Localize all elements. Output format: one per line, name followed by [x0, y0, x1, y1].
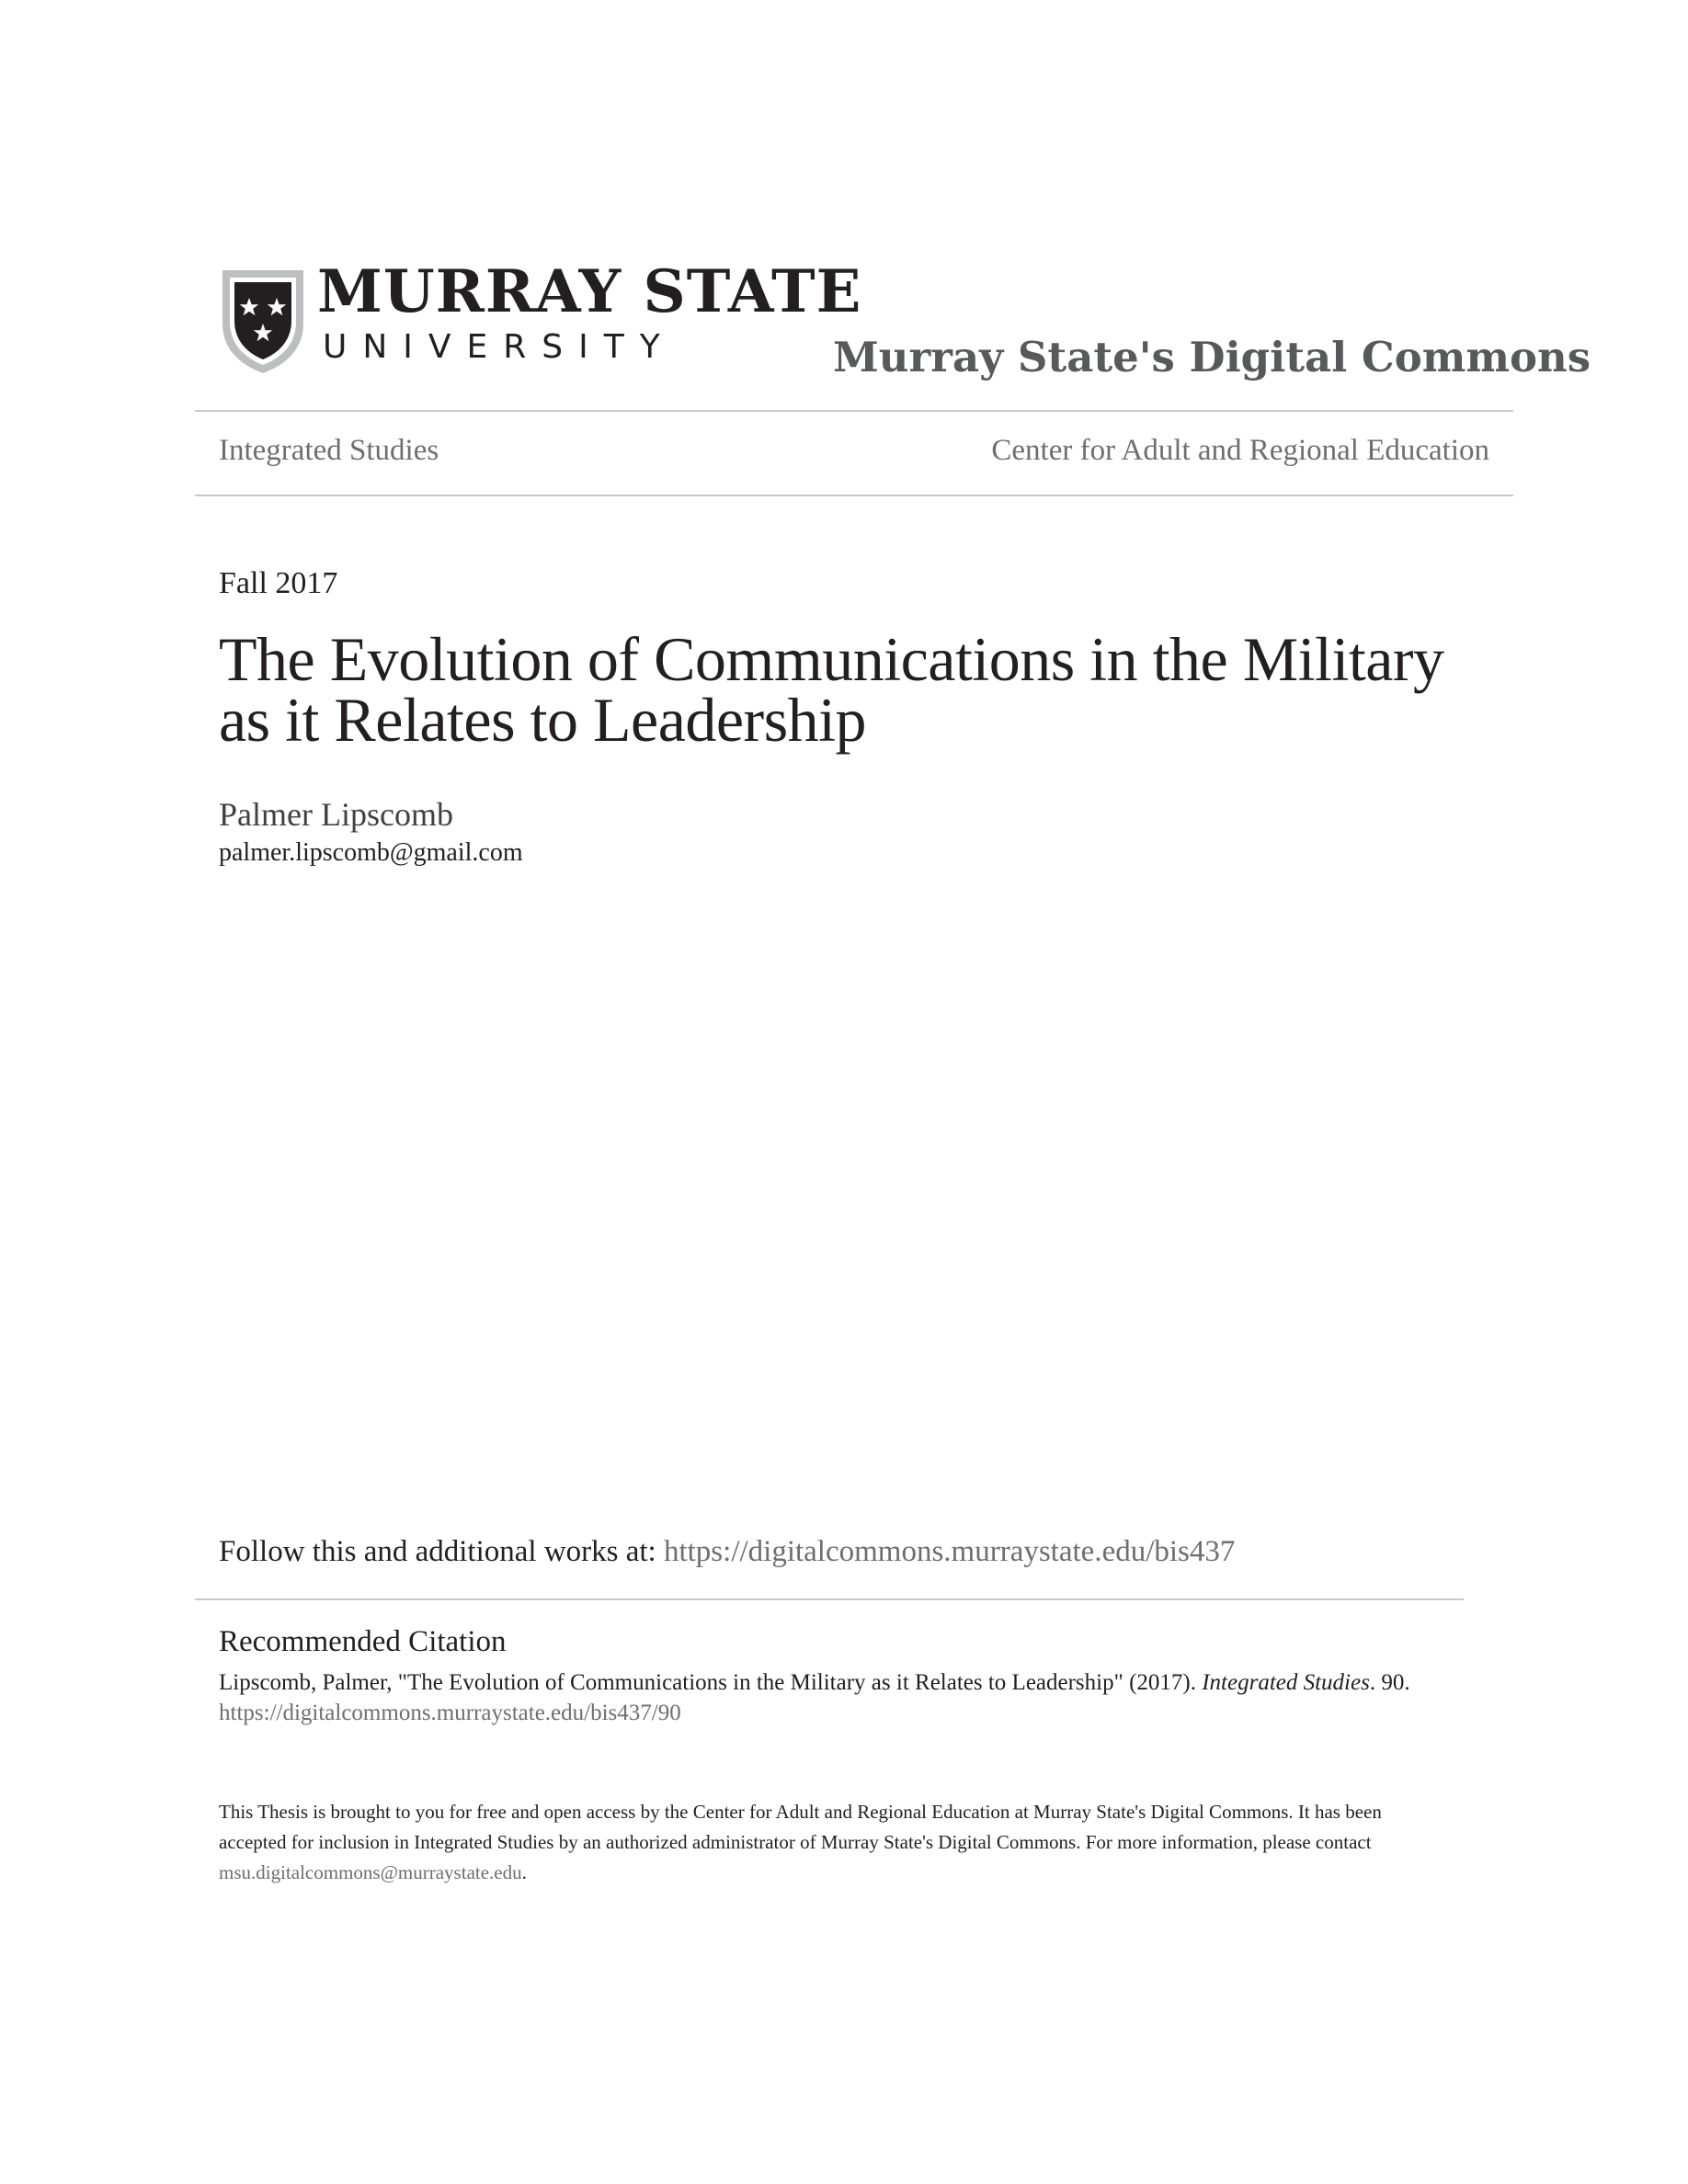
follow-label: Follow this and additional works at: — [219, 1535, 664, 1568]
publication-date: Fall 2017 — [219, 566, 338, 600]
repository-name-link[interactable]: Murray State's Digital Commons — [833, 333, 1591, 381]
notice-line2: accepted for inclusion in Integrated Studies by an authorized administrator of Murray State's Digital Commons. For more information, please contact — [219, 1831, 1372, 1853]
follow-divider — [195, 1598, 1464, 1600]
logo-wordmark-line1: MURRAY STATE — [317, 257, 862, 326]
author-name: Palmer Lipscomb — [219, 796, 453, 833]
document-title — [219, 624, 1488, 755]
collection-link[interactable]: Integrated Studies — [219, 434, 439, 467]
citation-url-link[interactable]: https://digitalcommons.murraystate.edu/bis437/90 — [219, 1701, 681, 1725]
author-email[interactable]: palmer.lipscomb@gmail.com — [219, 838, 523, 867]
follow-line — [219, 1537, 1235, 1567]
logo-wordmark-line2: UNIVERSITY — [323, 328, 676, 366]
citation-main: Lipscomb, Palmer, "The Evolution of Communications in the Military as it Relates to Leadership" (2017). — [219, 1670, 1203, 1695]
notice-line3 — [219, 1858, 1506, 1888]
department-link[interactable]: Center for Adult and Regional Education — [991, 434, 1489, 467]
notice-line3-tail: . — [521, 1861, 527, 1883]
breadcrumb-divider — [195, 495, 1513, 496]
shield-with-stars-icon — [219, 267, 307, 377]
access-notice — [219, 1797, 1506, 1888]
contact-email-link[interactable]: msu.digitalcommons@murraystate.edu — [219, 1861, 522, 1883]
document-title-line2: as it Relates to Leadership — [219, 685, 867, 755]
header-divider — [195, 410, 1513, 412]
follow-url-link[interactable]: https://digitalcommons.murraystate.edu/bis437 — [663, 1535, 1236, 1568]
notice-line1: This Thesis is brought to you for free and open access by the Center for Adult and Regional Education at Murray State's Digital Commons. It has been — [219, 1801, 1382, 1823]
citation-tail: . 90. — [1369, 1670, 1410, 1695]
citation-text — [219, 1671, 1410, 1694]
citation-heading: Recommended Citation — [219, 1625, 507, 1658]
citation-series: Integrated Studies — [1202, 1670, 1370, 1695]
document-title-line1: The Evolution of Communications in the Military — [219, 624, 1444, 694]
